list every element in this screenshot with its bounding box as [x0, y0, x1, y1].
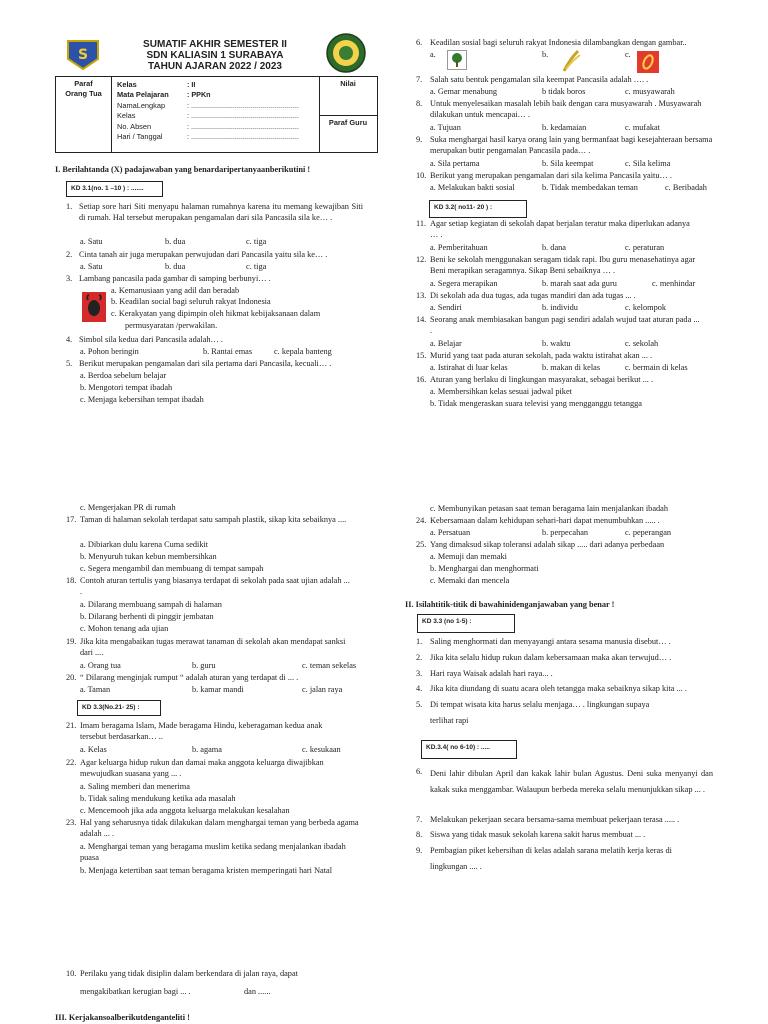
tree-image — [447, 50, 467, 70]
academic-year: TAHUN AJARAN 2022 / 2023 — [148, 61, 282, 72]
school-logo-left — [64, 37, 102, 71]
question-number: 18. — [66, 576, 77, 585]
question-number: 10. — [416, 171, 427, 180]
question-text: Salah satu bentuk pengamalan sila keempat Pancasila adalah …. . — [430, 75, 649, 84]
question-number: 1. — [416, 637, 423, 646]
question-text-continued: lingkungan .... . — [430, 862, 482, 871]
question-number: 11. — [416, 219, 427, 228]
question-number: 21. — [66, 721, 77, 730]
identity-field-label: Kelas — [117, 80, 137, 89]
identity-field-label: Hari / Tanggal — [117, 132, 163, 141]
question-number: 9. — [416, 135, 423, 144]
answer-option: a. Gemar menabung — [430, 87, 498, 96]
question-text: Imam beragama Islam, Made beragama Hindu, keberagaman kedua anak tersebut berdasarkan… .. — [80, 721, 323, 742]
answer-option: c. tiga — [246, 237, 267, 246]
answer-option: a. Taman — [80, 685, 111, 694]
answer-option: c. Beribadah — [665, 183, 707, 192]
question-text: Jika kita mengabaikan tugas merawat tanaman di sekolah akan mendapat sanksi dari .... — [80, 637, 346, 658]
answer-option: a. Pohon beringin — [80, 347, 139, 356]
question-number: 12. — [416, 255, 427, 264]
identity-field-value: : ...................................................... — [187, 132, 299, 141]
answer-option: b. dua — [165, 262, 186, 271]
answer-option: c. Mohon tenang ada ujian — [80, 624, 169, 633]
question-text: Saling menghormati dan menyayangi antara sesama manusia disebut… . — [430, 637, 671, 646]
answer-option: c. kesukaan — [302, 745, 341, 754]
question-text: Di sekolah ada dua tugas, ada tugas mandiri dan ada tugas ... . — [430, 291, 636, 300]
answer-option: c. Mencemooh jika ada anggota keluarga melakukan kesalahan — [80, 806, 290, 815]
identity-field-value: : ...................................................... — [187, 100, 299, 110]
question-number: 5. — [66, 359, 73, 368]
answer-option: c. bermain di kelas — [625, 363, 688, 372]
answer-option: a. Istirahat di luar kelas — [430, 363, 508, 372]
answer-option: c. Mengerjakan PR di rumah — [80, 503, 176, 512]
question-text: Beni ke sekolah menggunakan seragam tidak rapi. Ibu guru menasehatinya agar Beni merapikan seragamnya. Sikap Beni sebaiknya … . — [430, 255, 696, 276]
question-text: Hal yang seharusnya tidak dilakukan dalam menghargai teman yang berbeda agama adalah ... . — [80, 818, 359, 839]
chain-image — [637, 51, 659, 73]
answer-option: c. sekolah — [625, 339, 659, 348]
answer-option: c. Menjaga kebersihan tempat ibadah — [80, 395, 204, 404]
answer-option: b. Rantai emas — [203, 347, 253, 356]
kd-box-3-2: KD 3.2( no11- 20 ) : — [429, 200, 527, 218]
answer-option: a. Belajar — [430, 339, 462, 348]
kd-box-3-1: KD 3.1(no. 1 –10 ) : ....... — [66, 181, 163, 197]
identity-field-label: NamaLengkap — [117, 100, 166, 110]
answer-option: c. teman sekelas — [302, 661, 357, 670]
section-3-heading: III. Kerjakansoalberikutdenganteliti ! — [55, 1013, 190, 1022]
kd-box-3-3: KD 3.3 (no 1-5) : — [417, 614, 515, 633]
question-number: 14. — [416, 315, 427, 324]
question-number: 9. — [416, 846, 423, 855]
answer-option: a. Kelas — [80, 745, 107, 754]
question-text: Agar setiap kegiatan di sekolah dapat berjalan teratur maka diperlukan adanya … . — [430, 219, 690, 240]
question-number: 13. — [416, 291, 427, 300]
question-number: 7. — [416, 75, 423, 84]
question-text: Yang dimaksud sikap toleransi adalah sikap ..... dari adanya perbedaan — [430, 540, 665, 549]
question-text: Di tempat wisata kita harus selalu menjaga… . lingkungan supaya — [430, 700, 650, 709]
question-number: 22. — [66, 758, 77, 767]
question-text: “ Dilarang menginjak rumput “ adalah aturan yang terdapat di ... . — [80, 673, 299, 682]
answer-option: b. individu — [542, 303, 578, 312]
question-text: Contoh aturan tertulis yang biasanya terdapat di sekolah pada saat ujian adalah ... . — [80, 576, 350, 597]
answer-option: b. dana — [542, 243, 566, 252]
answer-option: b. marah saat ada guru — [542, 279, 617, 288]
identity-field-value: : ...................................................... — [187, 121, 299, 131]
answer-option: b. Tidak membedakan teman — [542, 183, 638, 192]
answer-option: c. Memaki dan mencela — [430, 576, 510, 585]
question-number: 6. — [416, 767, 423, 776]
answer-option: a. Persatuan — [430, 528, 471, 537]
answer-option: c. — [625, 50, 631, 59]
school-name: SDN KALIASIN 1 SURABAYA — [146, 50, 284, 61]
question-text-continued: terlihat rapi — [430, 716, 469, 725]
question-text: Aturan yang berlaku di lingkungan masyarakat, sebagai berikut ... . — [430, 375, 654, 384]
answer-option: b. Menghargai dan menghormati — [430, 564, 539, 573]
answer-option: c. mufakat — [625, 123, 661, 132]
answer-option: a. Satu — [80, 262, 103, 271]
question-text: Untuk menyelesaikan masalah lebih baik dengan cara musyawarah . Musyawarah dilakukan untuk mencapai… . — [430, 99, 702, 120]
answer-option: a. Berdoa sebelum belajar — [80, 371, 167, 380]
student-identity-table — [55, 76, 378, 153]
answer-option: a. Memuji dan memaki — [430, 552, 507, 561]
question-text-continued: mengakibatkan kerugian bagi ... . — [80, 987, 191, 996]
question-number: 5. — [416, 700, 423, 709]
identity-field-value: : II — [187, 80, 196, 89]
kd-box-3-3-pg: KD 3.3(No.21- 25) : — [77, 700, 161, 716]
answer-option: b. Dilarang berhenti di pinggir jembatan — [80, 612, 214, 621]
rice-cotton-image — [560, 49, 582, 73]
answer-option: a. Menghargai teman yang beragama muslim ketika sedang menjalankan ibadah puasa — [80, 842, 346, 863]
answer-option: b. waktu — [542, 339, 571, 348]
question-text: Suka menghargai hasil karya orang lain yang bermanfaat bagi kesejahteraan bersama merupakan butir pengamalan Pancasila pada… . — [430, 135, 713, 156]
question-number: 3. — [66, 274, 73, 283]
answer-option: a. Tujuan — [430, 123, 461, 132]
question-text: Jika kita diundang di suatu acara oleh tetangga maka sebaiknya sikap kita ... . — [430, 684, 687, 693]
question-number: 25. — [416, 540, 427, 549]
question-number: 24. — [416, 516, 427, 525]
exam-title: SUMATIF AKHIR SEMESTER II — [143, 39, 287, 50]
answer-option: c. menhindar — [652, 279, 696, 288]
answer-option: a. Membersihkan kelas sesuai jadwal piket — [430, 387, 572, 396]
answer-option: c. kepala banteng — [274, 347, 332, 356]
question-number: 4. — [416, 684, 423, 693]
question-text: Simbol sila kedua dari Pancasila adalah… . — [79, 335, 224, 344]
question-text: Taman di halaman sekolah terdapat satu sampah plastik, sikap kita sebaiknya .... — [80, 515, 347, 524]
teacher-signature-label: Paraf Guru — [328, 118, 368, 127]
question-text-tail: dan ...... — [244, 987, 271, 996]
score-label: Nilai — [340, 79, 356, 88]
question-text: Siswa yang tidak masuk sekolah karena sakit harus membuat ... . — [430, 830, 646, 839]
answer-option: a. Saling memberi dan menerima — [80, 782, 190, 791]
svg-text:S: S — [77, 47, 89, 63]
identity-field-value: : PPKn — [187, 90, 211, 100]
answer-option: a. Sendiri — [430, 303, 462, 312]
question-text: Deni lahir dibulan April dan kakak lahir bulan Agustus. Deni suka menyanyi dan kakak suka menggambar. Walaupun berbeda mereka selalu menunjukkan sikap ... . — [430, 769, 713, 794]
question-text: Cinta tanah air juga merupakan perwujudan dari Pancasila yaitu sila ke… . — [79, 250, 328, 259]
answer-option: c. tiga — [246, 262, 267, 271]
answer-option: c. Segera mengambil dan membuang di tempat sampah — [80, 564, 264, 573]
answer-option: a. Dilarang membuang sampah di halaman — [80, 600, 222, 609]
identity-field-label: Mata Pelajaran — [117, 90, 169, 100]
answer-option: permusyaratan /perwakilan. — [125, 321, 218, 330]
question-text: Setiap sore hari Siti menyapu halaman rumahnya karena itu memang kewajiban Siti di rumah. Hal tersebut merupakan pengamalan dari sila Pancasila sila ke… . — [79, 202, 363, 223]
question-text: Melakukan pekerjaan secara bersama-sama membuat pekerjaan terasa ..... . — [430, 815, 680, 824]
answer-option: b. perpecahan — [542, 528, 589, 537]
identity-field-label: Kelas — [117, 111, 136, 121]
answer-option: b. kedamaian — [542, 123, 587, 132]
answer-option: c. jalan raya — [302, 685, 343, 694]
answer-option: a. — [430, 50, 436, 59]
answer-option: b. guru — [192, 661, 216, 670]
question-number: 8. — [416, 830, 423, 839]
kd-box-3-4: KD.3.4( no 6-10) : ..... — [421, 740, 517, 759]
answer-option: a. Satu — [80, 237, 103, 246]
question-number: 2. — [66, 250, 73, 259]
answer-option: a. Sila pertama — [430, 159, 480, 168]
answer-option: a. Melakukan bakti sosial — [430, 183, 515, 192]
question-number: 3. — [416, 669, 423, 678]
answer-option: c. Membunyikan petasan saat teman beragama lain menjalankan ibadah — [430, 504, 668, 513]
school-logo-right — [325, 32, 367, 74]
parent-signature-label: Paraf Orang Tua — [65, 79, 102, 98]
question-text: Berikut yang merupakan pengamalan dari sila kelima Pancasila yaitu… . — [430, 171, 672, 180]
question-number: 1. — [66, 202, 73, 211]
answer-option: b. — [542, 50, 549, 59]
answer-option: c. kelompok — [625, 303, 667, 312]
answer-option: b. dua — [165, 237, 186, 246]
question-text: Jika kita selalu hidup rukun dalam kebersamaan maka akan terwujud… . — [430, 653, 672, 662]
question-number: 2. — [416, 653, 423, 662]
question-number: 20. — [66, 673, 77, 682]
question-number: 19. — [66, 637, 77, 646]
answer-option: a. Segera merapikan — [430, 279, 498, 288]
answer-option: c. peraturan — [625, 243, 665, 252]
section-1-heading: I. Berilahtanda (X) padajawaban yang benardaripertanyaanberikutini ! — [55, 165, 311, 174]
answer-option: c. Sila kelima — [625, 159, 671, 168]
answer-option: b tidak boros — [542, 87, 586, 96]
question-text: Murid yang taat pada aturan sekolah, pada waktu istirahat akan ... . — [430, 351, 653, 360]
answer-option: b. Keadilan social bagi seluruh rakyat Indonesia — [111, 297, 271, 306]
answer-option: a. Pemberitahuan — [430, 243, 488, 252]
answer-option: a. Kemanusiaan yang adil dan beradab — [111, 286, 240, 295]
identity-field-value: : ...................................................... — [187, 111, 299, 121]
section-2-heading: II. Isilahtitik-titik di bawahinidenganjawaban yang benar ! — [405, 600, 615, 609]
answer-option: c. Kerakyatan yang dipimpin oleh hikmat kebijaksanaan dalam — [111, 309, 321, 318]
question-text: Lambang pancasila pada gambar di samping berbunyi… . — [79, 274, 271, 283]
question-number: 23. — [66, 818, 77, 827]
answer-option: b. Tidak saling mendukung ketika ada masalah — [80, 794, 236, 803]
answer-option: b. makan di kelas — [542, 363, 601, 372]
answer-option: b. kamar mandi — [192, 685, 244, 694]
answer-option: b. Sila keempat — [542, 159, 594, 168]
answer-option: b. agama — [192, 745, 222, 754]
answer-option: a. Orang tua — [80, 661, 121, 670]
question-text: Pembagian piket kebersihan di kelas adalah sarana melatih kerja keras di — [430, 846, 672, 855]
question-text: Agar keluarga hidup rukun dan damai maka anggota keluarga diwajibkan mewujudkan suasana yang ... . — [80, 758, 324, 779]
question-text: Keadilan sosial bagi seluruh rakyat Indonesia dilambangkan dengan gambar.. — [430, 38, 687, 47]
question-number: 17. — [66, 515, 77, 524]
answer-option: b. Menyuruh tukan kebun membersihkan — [80, 552, 217, 561]
question-number: 8. — [416, 99, 423, 108]
question-text: Berikut merupakan pengamalan dari sila pertama dari Pancasila, kecuali… . — [79, 359, 332, 368]
question-number: 16. — [416, 375, 427, 384]
answer-option: b. Menjaga ketertiban saat teman beragama kristen memperingati hari Natal — [80, 866, 333, 875]
answer-option: c. musyawarah — [625, 87, 675, 96]
question-number: 15. — [416, 351, 427, 360]
question-number: 7. — [416, 815, 423, 824]
question-number: 4. — [66, 335, 73, 344]
identity-field-label: No. Absen — [117, 121, 152, 131]
answer-option: b. Mengotori tempat ibadah — [80, 383, 173, 392]
question-text: Kebersamaan dalam kehidupan sehari-hari dapat menumbuhkan ..... . — [430, 516, 660, 525]
question-text: Hari raya Waisak adalah hari raya... . — [430, 669, 553, 678]
answer-option: a. Dibiarkan dulu karena Cuma sedikit — [80, 540, 209, 549]
question-text: Seorang anak membiasakan bangun pagi sendiri adalah wujud taat aturan pada ... . — [430, 315, 700, 336]
question-number: 10. — [66, 969, 77, 978]
answer-option: b. Tidak mengeraskan suara televisi yang mengganggu tetangga — [430, 399, 642, 408]
question-text: Perilaku yang tidak disiplin dalam berkendara di jalan raya, dapat — [80, 969, 298, 978]
garuda-bull-symbol-image — [82, 292, 106, 322]
question-number: 6. — [416, 38, 423, 47]
answer-option: c. peperangan — [625, 528, 672, 537]
